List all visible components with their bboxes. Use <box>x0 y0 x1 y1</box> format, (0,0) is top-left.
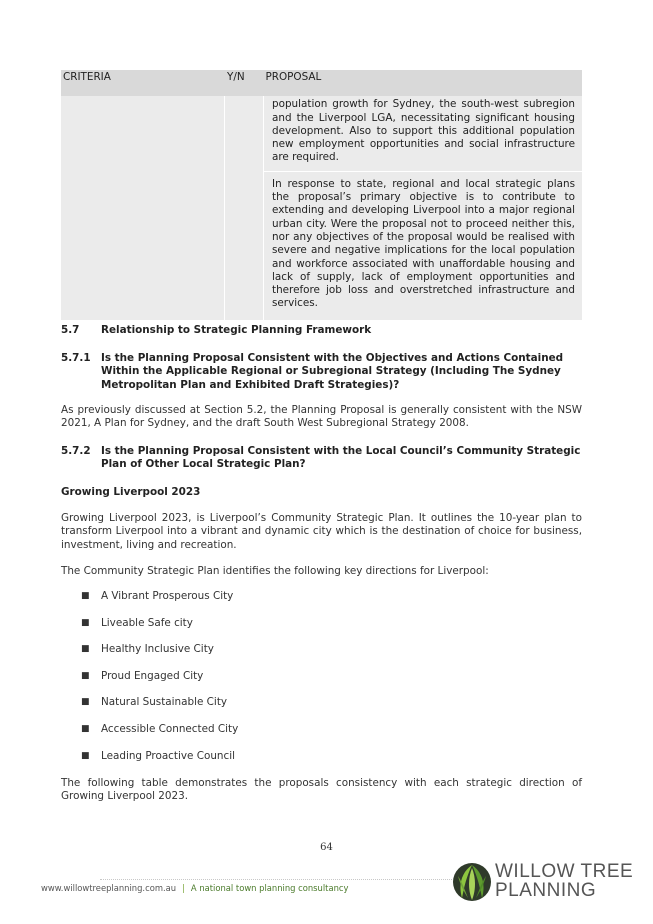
section-5-7-1-heading <box>61 352 582 392</box>
list-item <box>61 590 582 617</box>
section-title: Relationship to Strategic Planning Framework <box>101 324 372 336</box>
bullet-icon: ■ <box>81 723 90 734</box>
list-item-label: A Vibrant Prosperous City <box>101 590 234 602</box>
bullet-icon: ■ <box>81 617 90 628</box>
criteria-header: CRITERIA <box>61 70 225 84</box>
proposal-paragraph: population growth for Sydney, the south-west subregion and the Liverpool LGA, necessitating significant housing development. Also to support this additional population new employment opportunities and social infrastructure are required. <box>272 98 575 164</box>
footer-website-link[interactable]: www.willowtreeplanning.com.au <box>41 883 177 893</box>
list-item-label: Natural Sustainable City <box>101 696 228 709</box>
section-5-7-1-body: As previously discussed at Section 5.2, the Planning Proposal is generally consistent with the NSW 2021, A Plan for Sydney, and the draft South West Subregional Strategy 2008. <box>61 404 582 430</box>
table-row <box>61 96 582 319</box>
proposal-paragraph: In response to state, regional and local strategic plans the proposal’s primary objective is to contribute to extending and developing Liverpool into a major regional urban city. Were the proposal not to proceed neither this, nor any objectives of the proposal would be realised with severe and negative implications for the local population and workforce associated with unaffordable housing and lack of supply, lack of employment opportunities and therefore job loss and overstretched infrastructure and services. <box>264 171 582 320</box>
table-intro-paragraph: The following table demonstrates the proposals consistency with each strategic direction of Growing Liverpool 2023. <box>61 777 582 803</box>
key-directions-list <box>61 590 582 776</box>
growing-liverpool-heading: Growing Liverpool 2023 <box>61 486 201 498</box>
bullet-icon: ■ <box>81 750 90 761</box>
willow-tree-logo-icon <box>452 862 492 902</box>
list-item <box>61 670 582 697</box>
criteria-cell <box>61 96 225 319</box>
page-number: 64 <box>320 842 333 853</box>
proposal-cell <box>264 96 583 319</box>
list-item <box>61 750 582 777</box>
list-item-label: Leading Proactive Council <box>101 749 235 762</box>
key-directions-intro: The Community Strategic Plan identifies the following key directions for Liverpool: <box>61 565 489 577</box>
section-number: 5.7 <box>61 324 80 336</box>
section-number: 5.7.1 <box>61 352 91 364</box>
list-item-label: Liveable Safe city <box>101 616 193 629</box>
criteria-table <box>61 70 582 320</box>
section-5-7-heading <box>61 324 582 337</box>
growing-liverpool-intro: Growing Liverpool 2023, is Liverpool’s Community Strategic Plan. It outlines the 10-year plan to transform Liverpool into a vibrant and dynamic city which is the destination of choice for business, investment, living and recreation. <box>61 512 582 551</box>
willow-tree-logo <box>452 860 634 904</box>
bullet-icon: ■ <box>81 644 90 655</box>
bullet-icon: ■ <box>81 697 90 708</box>
logo-wordmark-line2: PLANNING <box>495 880 597 901</box>
bullet-icon: ■ <box>81 591 90 601</box>
list-item-label: Healthy Inclusive City <box>101 643 214 656</box>
footer-divider <box>100 879 452 880</box>
table-header-gap <box>61 84 582 96</box>
bullet-icon: ■ <box>81 670 90 681</box>
yn-header: Y/N <box>225 70 264 84</box>
footer <box>41 883 348 893</box>
logo-wordmark-line1: WILLOW TREE <box>495 861 634 882</box>
list-item <box>61 617 582 644</box>
section-number: 5.7.2 <box>61 445 91 457</box>
section-title: Is the Planning Proposal Consistent with the Objectives and Actions Contained Within the Applicable Regional or Subregional Strategy (Including The Sydney Metropolitan Plan and Exhibited Draft Strategies)? <box>101 352 564 391</box>
list-item <box>61 643 582 670</box>
list-item-label: Proud Engaged City <box>101 669 204 682</box>
list-item <box>61 723 582 750</box>
yn-cell <box>225 96 264 319</box>
section-5-7-2-heading <box>61 445 582 472</box>
proposal-header: PROPOSAL <box>264 70 583 84</box>
list-item-label: Accessible Connected City <box>101 722 239 735</box>
table-header-row <box>61 70 582 84</box>
footer-tagline: A national town planning consultancy <box>190 883 349 893</box>
footer-separator: | <box>182 883 185 893</box>
section-title: Is the Planning Proposal Consistent with the Local Council’s Community Strategic Plan of Other Local Strategic Plan? <box>101 445 581 471</box>
list-item <box>61 696 582 723</box>
